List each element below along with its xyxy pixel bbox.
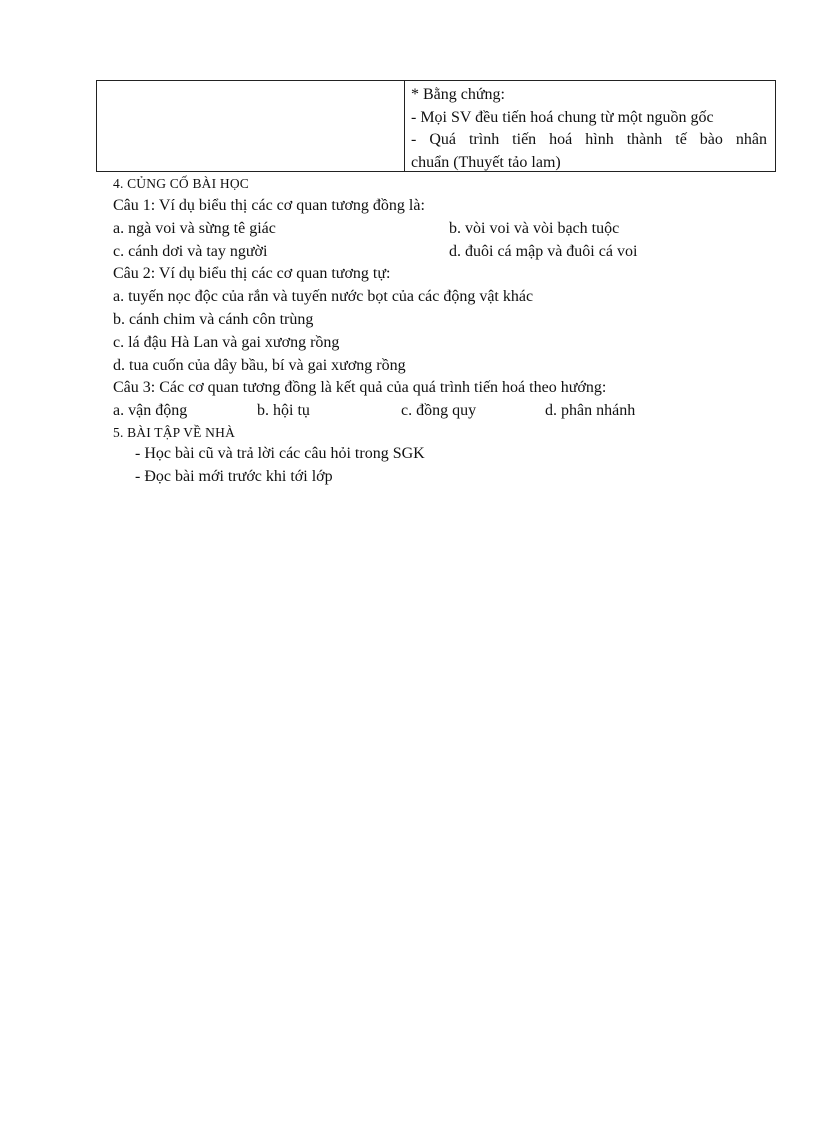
question-1: Câu 1: Ví dụ biểu thị các cơ quan tương đồng là:	[113, 197, 425, 214]
question-3: Câu 3: Các cơ quan tương đồng là kết quả của quá trình tiến hoá theo hướng:	[113, 379, 607, 397]
q1-option-b: b. vòi voi và vòi bạch tuộc	[449, 219, 620, 237]
homework-item-2: - Đọc bài mới trước khi tới lớp	[135, 467, 333, 485]
q3-option-b: b. hội tụ	[257, 402, 310, 420]
q3-option-d: d. phân nhánh	[545, 402, 636, 420]
homework-item-1: - Học bài cũ và trả lời các câu hỏi trong SGK	[135, 444, 425, 462]
q2-option-b: b. cánh chim và cánh côn trùng	[113, 310, 314, 328]
evidence-line-2: - Quá trình tiến hoá hình thành tế bào nhân	[411, 131, 767, 148]
q2-option-d: d. tua cuốn của dây bầu, bí và gai xương rồng	[113, 356, 406, 374]
q1-option-d: d. đuôi cá mập và đuôi cá voi	[449, 242, 638, 260]
q2-option-c: c. lá đậu Hà Lan và gai xương rồng	[113, 333, 340, 351]
q3-option-a: a. vận động	[113, 402, 188, 420]
document-body	[113, 174, 773, 489]
evidence-line-3: chuẩn (Thuyết tảo lam)	[411, 153, 561, 171]
question-1-options-row-2	[113, 241, 773, 264]
q1-option-c: c. cánh dơi và tay người	[113, 242, 268, 260]
section-4-heading: 4. CỦNG CỐ BÀI HỌC	[113, 176, 249, 191]
table-cell-right	[405, 81, 775, 171]
answer-table	[96, 80, 776, 172]
evidence-heading: * Bằng chứng:	[411, 86, 505, 103]
q3-option-c: c. đồng quy	[401, 402, 477, 420]
q1-option-a: a. ngà voi và sừng tê giác	[113, 219, 276, 237]
section-5-heading: 5. BÀI TẬP VỀ NHÀ	[113, 424, 236, 440]
question-1-options-row-1	[113, 218, 773, 241]
q2-option-a: a. tuyến nọc độc của rắn và tuyến nước bọt của các động vật khác	[113, 288, 534, 306]
evidence-line-1: - Mọi SV đều tiến hoá chung từ một nguồn gốc	[411, 108, 714, 126]
question-3-options	[113, 400, 773, 423]
table-cell-left	[97, 81, 405, 171]
question-2: Câu 2: Ví dụ biểu thị các cơ quan tương tự:	[113, 265, 391, 283]
